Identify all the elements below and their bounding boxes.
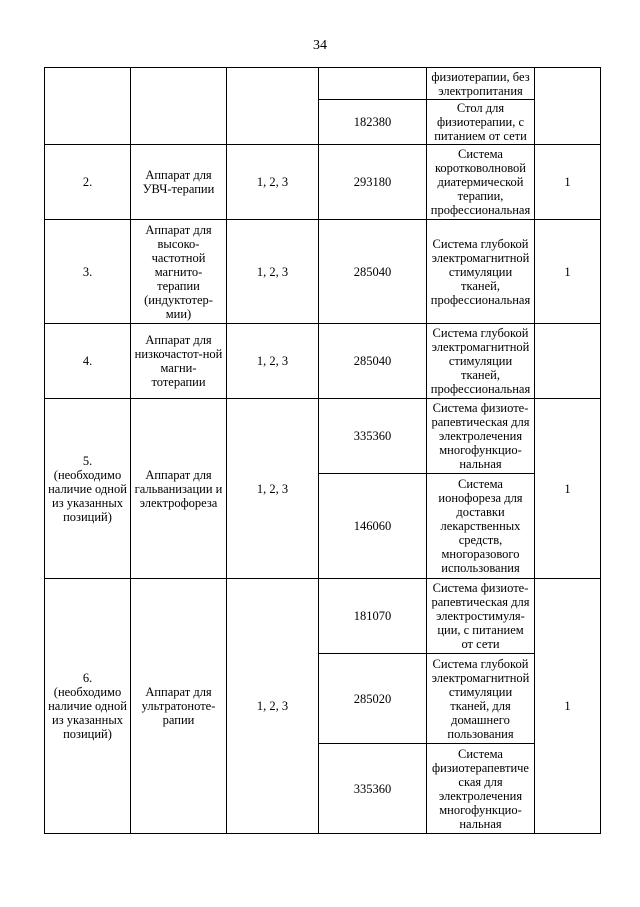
cell-qty: 1 bbox=[535, 579, 601, 834]
table-row bbox=[45, 68, 601, 100]
row-number: 5. bbox=[82, 453, 93, 468]
cell-code: 285020 bbox=[319, 654, 427, 744]
cell-desc: Система коротковолновой диатермической терапии, профессиональная bbox=[427, 145, 535, 220]
cell-levels: 1, 2, 3 bbox=[227, 399, 319, 579]
cell-name: Аппарат для гальванизации и электрофореза bbox=[131, 399, 227, 579]
table-row bbox=[45, 220, 601, 324]
row-number: 6. bbox=[82, 671, 93, 685]
cell-name: Аппарат для низкочастот-ной магни-тотерапии bbox=[131, 324, 227, 399]
cell-desc: Система физиоте-рапевтическая для электростимуля-ции, с питанием от сети bbox=[427, 579, 535, 654]
table-row bbox=[45, 324, 601, 399]
cell-num: 4. bbox=[45, 324, 131, 399]
cell-levels bbox=[227, 68, 319, 145]
equipment-table bbox=[44, 67, 601, 834]
cell-num bbox=[45, 579, 131, 834]
cell-code: 146060 bbox=[319, 474, 427, 579]
cell-desc: Система глубокой электромагнитной стимуляции тканей, профессиональная bbox=[427, 324, 535, 399]
cell-desc: Система ионофореза для доставки лекарственных средств, многоразового использования bbox=[427, 474, 535, 579]
table-row bbox=[45, 579, 601, 654]
table-row bbox=[45, 399, 601, 474]
cell-qty bbox=[535, 68, 601, 145]
cell-levels: 1, 2, 3 bbox=[227, 145, 319, 220]
cell-qty: 1 bbox=[535, 220, 601, 324]
cell-num bbox=[45, 68, 131, 145]
cell-num: 3. bbox=[45, 220, 131, 324]
cell-levels: 1, 2, 3 bbox=[227, 220, 319, 324]
cell-name: Аппарат для высоко-частотной магнито-терапии (индуктотер-мии) bbox=[131, 220, 227, 324]
cell-name: Аппарат для УВЧ-терапии bbox=[131, 145, 227, 220]
cell-desc: Система физиоте-рапевтическая для электролечения многофункцио-нальная bbox=[427, 399, 535, 474]
cell-qty: 1 bbox=[535, 399, 601, 579]
cell-desc: Система глубокой электромагнитной стимуляции тканей, профессиональная bbox=[427, 220, 535, 324]
cell-code: 182380 bbox=[319, 100, 427, 145]
cell-desc: физиотерапии, без электропитания bbox=[427, 68, 535, 100]
cell-qty: 1 bbox=[535, 145, 601, 220]
cell-name bbox=[131, 68, 227, 145]
page-number: 34 bbox=[313, 38, 327, 53]
row-note: (необходимо наличие одной из указанных позиций) bbox=[48, 685, 127, 741]
cell-name: Аппарат для ультратоноте-рапии bbox=[131, 579, 227, 834]
cell-levels: 1, 2, 3 bbox=[227, 579, 319, 834]
cell-desc: Система глубокой электромагнитной стимуляции тканей, для домашнего пользования bbox=[427, 654, 535, 744]
cell-code: 335360 bbox=[319, 744, 427, 834]
cell-num bbox=[45, 399, 131, 579]
cell-code: 181070 bbox=[319, 579, 427, 654]
row-note: (необходимо наличие одной из указанных позиций) bbox=[48, 467, 127, 524]
cell-code: 293180 bbox=[319, 145, 427, 220]
cell-code bbox=[319, 68, 427, 100]
cell-code: 285040 bbox=[319, 324, 427, 399]
cell-code: 335360 bbox=[319, 399, 427, 474]
cell-levels: 1, 2, 3 bbox=[227, 324, 319, 399]
cell-qty bbox=[535, 324, 601, 399]
cell-desc: Система физиотерапевтиче ская для электролечения многофункцио-нальная bbox=[427, 744, 535, 834]
cell-desc: Стол для физиотерапии, с питанием от сети bbox=[427, 100, 535, 145]
cell-code: 285040 bbox=[319, 220, 427, 324]
cell-num: 2. bbox=[45, 145, 131, 220]
table-row bbox=[45, 145, 601, 220]
